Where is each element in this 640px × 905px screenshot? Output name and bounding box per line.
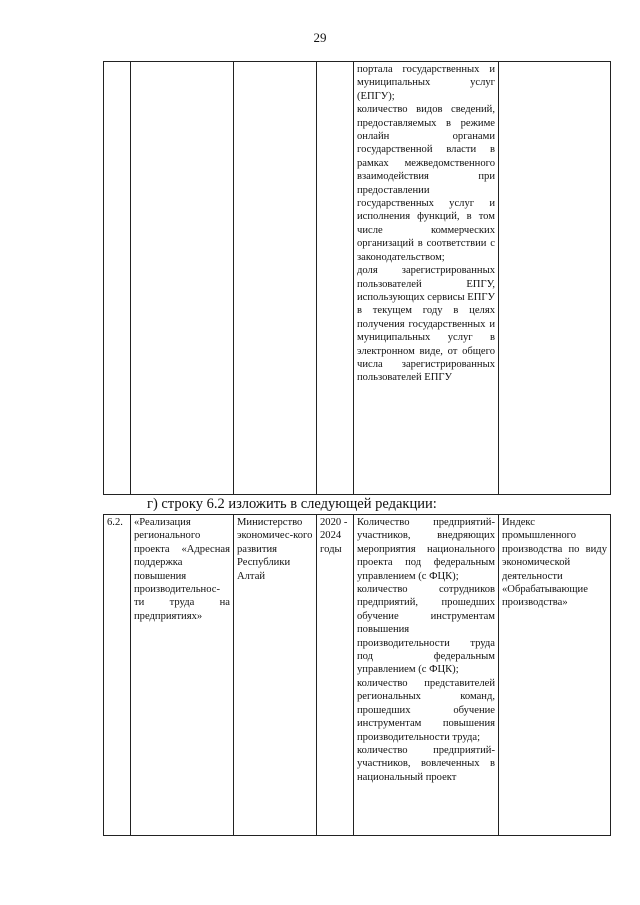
cell-program-indicator	[499, 62, 611, 495]
indicator-text: количество сотрудников предприятий, прошедших обучение инструментам повышения производительности труда под федеральным управлением (с ФЦК);	[357, 584, 495, 676]
cell-project	[131, 62, 234, 495]
cell-ministry: Министерство экономичес-кого развития Республики Алтай	[234, 515, 317, 836]
indicator-text: портала государственных и муниципальных услуг (ЕПГУ);	[357, 64, 495, 102]
indicator-text: доля зарегистрированных пользователей ЕПГУ, использующих сервисы ЕПГУ в текущем году в целях получения государственных и муниципальных услуг в электронном виде, от общего числа зарегистрированных пользователей ЕПГУ	[357, 265, 495, 384]
indicator-text: Количество предприятий-участников, внедряющих мероприятия национального проекта под федеральным управлением (с ФЦК);	[357, 517, 495, 582]
cell-period	[317, 62, 354, 495]
indicator-text: количество представителей региональных команд, прошедших обучение инструментам повышения производительности труда;	[357, 677, 495, 743]
table-row	[104, 515, 611, 836]
cell-indicators	[354, 62, 499, 495]
cell-number: 6.2.	[104, 515, 131, 836]
cell-project: «Реализация регионального проекта «Адресная поддержка повышения производительнос-ти труда на предприятиях»	[131, 515, 234, 836]
table-row-6-2	[103, 514, 611, 836]
table-continuation	[103, 61, 611, 495]
amendment-instruction: г) строку 6.2 изложить в следующей редакции:	[147, 496, 437, 512]
table-row	[104, 62, 611, 495]
indicator-text: количество предприятий-участников, вовлеченных в национальный проект	[357, 744, 495, 783]
cell-period: 2020 - 2024 годы	[317, 515, 354, 836]
cell-number	[104, 62, 131, 495]
indicator-text: количество видов сведений, предоставляемых в режиме онлайн органами государственной власти в рамках межведомственного взаимодействия при предоставлении государственных услуг и исполнения функций, в том числе коммерческих организаций в соответствии с законодательством;	[357, 104, 495, 263]
cell-program-indicator: Индекс промышленного производства по виду экономической деятельности «Обрабатывающие производства»	[499, 515, 611, 836]
cell-ministry	[234, 62, 317, 495]
cell-indicators	[354, 515, 499, 836]
page-number: 29	[313, 30, 327, 45]
